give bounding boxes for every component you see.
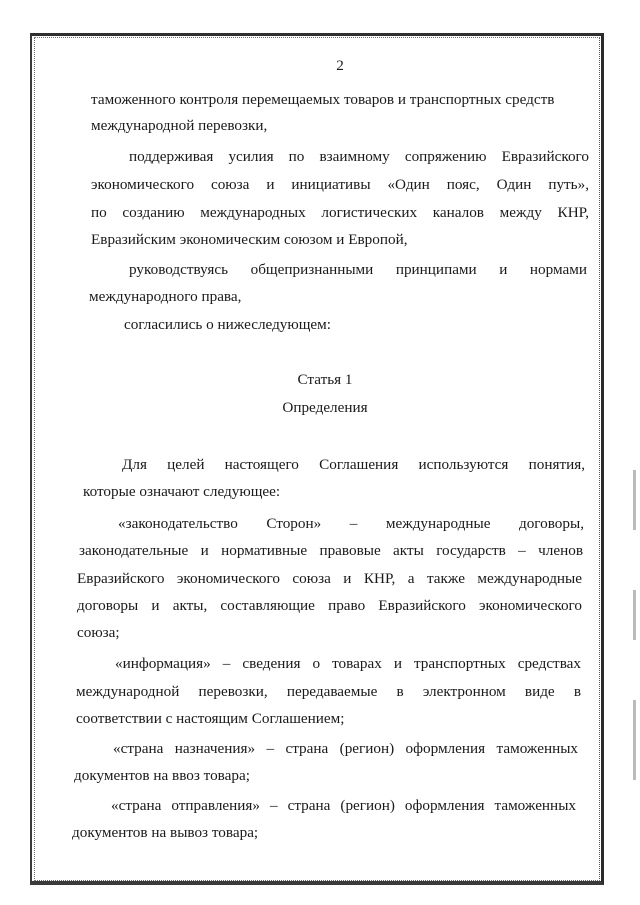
text-line: «информация» – сведения о товарах и транспортных средствах xyxy=(115,655,581,672)
scan-edge-artifact xyxy=(633,700,636,780)
text-line: Евразийским экономическим союзом и Европой, xyxy=(91,231,408,248)
text-line: Для целей настоящего Соглашения используются понятия, xyxy=(122,456,585,473)
text-line: таможенного контроля перемещаемых товаров и транспортных средств xyxy=(91,91,555,108)
text-line: законодательные и нормативные правовые акты государств – членов xyxy=(79,542,583,559)
text-line: международной перевозки, передаваемые в электронном виде в xyxy=(76,683,581,700)
text-line: Евразийского экономического союза и КНР, а также международные xyxy=(77,570,582,587)
text-line: поддерживая усилия по взаимному сопряжению Евразийского xyxy=(129,148,589,165)
text-line: согласились о нижеследующем: xyxy=(124,316,332,333)
text-line: соответствии с настоящим Соглашением; xyxy=(76,710,345,727)
text-line: по созданию международных логистических каналов между КНР, xyxy=(91,204,589,221)
article-heading: Статья 1 xyxy=(297,371,353,388)
article-title: Определения xyxy=(282,399,368,416)
text-line: договоры и акты, составляющие право Евразийского экономического xyxy=(77,597,582,614)
text-line: союза; xyxy=(77,624,120,641)
text-line: документов на ввоз товара; xyxy=(74,767,250,784)
text-line: экономического союза и инициативы «Один пояс, Один путь», xyxy=(91,176,589,193)
scan-edge-artifact xyxy=(633,590,636,640)
page-number: 2 xyxy=(336,57,344,74)
text-line: «страна отправления» – страна (регион) оформления таможенных xyxy=(111,797,576,814)
text-line: руководствуясь общепризнанными принципами и нормами xyxy=(129,261,587,278)
text-line: которые означают следующее: xyxy=(83,483,281,500)
scan-edge-artifact xyxy=(633,470,636,530)
text-line: «законодательство Сторон» – международные договоры, xyxy=(118,515,584,532)
text-line: международного права, xyxy=(89,288,242,305)
text-line: «страна назначения» – страна (регион) оформления таможенных xyxy=(113,740,578,757)
text-line: документов на вывоз товара; xyxy=(72,824,259,841)
text-line: международной перевозки, xyxy=(91,117,268,134)
